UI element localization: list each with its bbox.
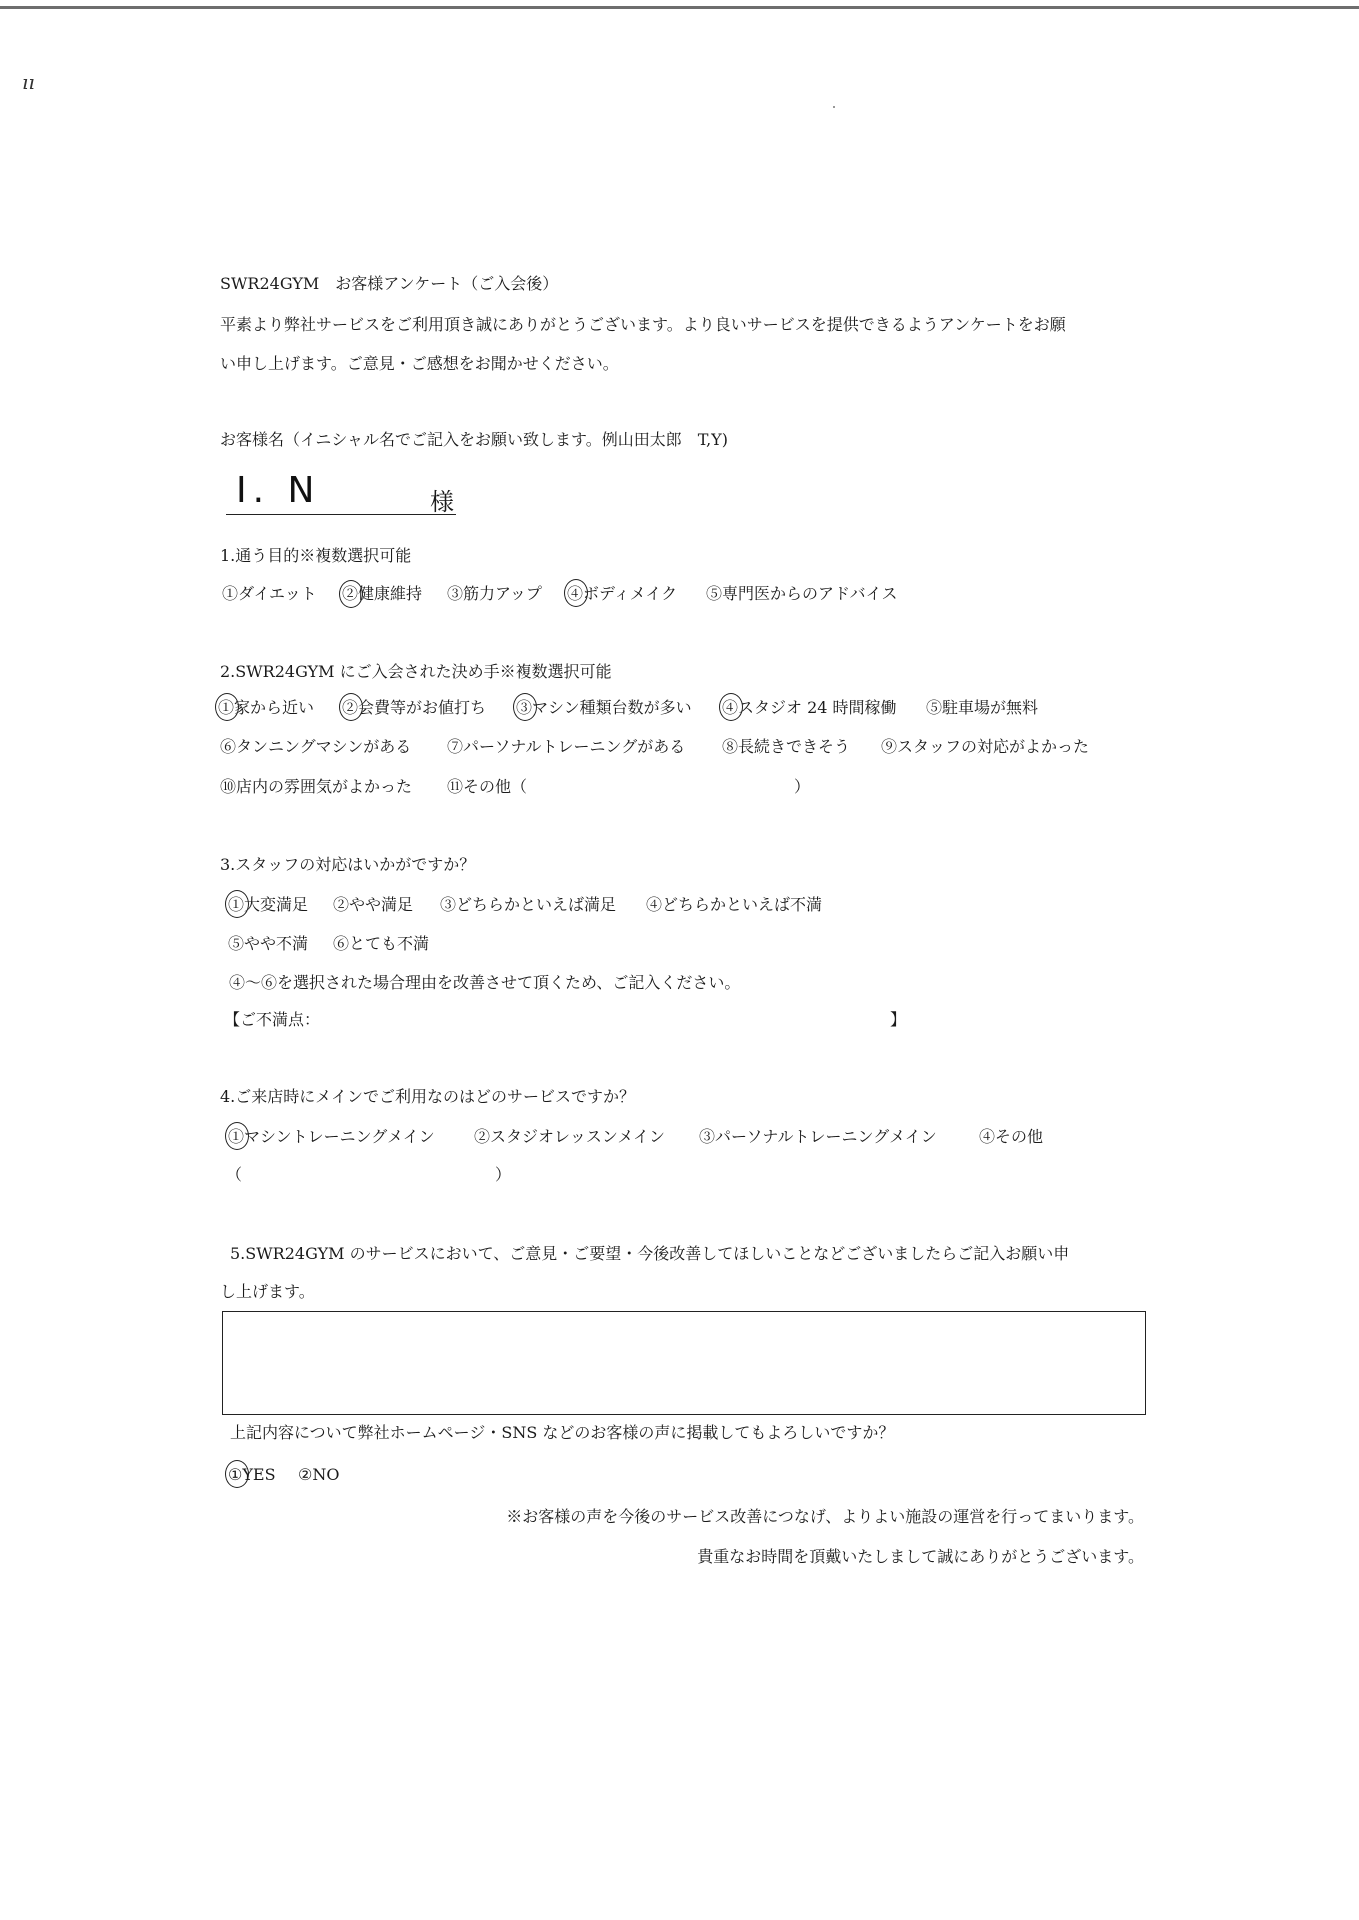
- q3-option-5[interactable]: ⑤やや不満: [228, 934, 309, 953]
- publish-option-yes[interactable]: ①YES: [228, 1465, 276, 1484]
- q4-option-2[interactable]: ②スタジオレッスンメイン: [474, 1127, 666, 1146]
- q2-other-close: ）: [794, 777, 811, 796]
- name-suffix: 様: [430, 488, 454, 516]
- q2-option-10[interactable]: ⑩店内の雰囲気がよかった: [220, 777, 413, 796]
- q1-selected-2-mark: [339, 580, 363, 608]
- stray-mark: ıı: [22, 70, 35, 94]
- footer-note: ※お客様の声を今後のサービス改善につなげ、よりよい施設の運営を行ってまいります。: [506, 1507, 1144, 1526]
- scan-speck: [833, 106, 835, 108]
- q5-answer-box[interactable]: [222, 1311, 1146, 1415]
- q3-option-2[interactable]: ②やや満足: [333, 895, 414, 914]
- q3-selected-1-mark: [225, 890, 249, 918]
- q4-option-4[interactable]: ④その他: [979, 1127, 1044, 1146]
- q1-question: 1.通う目的※複数選択可能: [220, 546, 412, 565]
- intro-line-1: 平素より弊社サービスをご利用頂き誠にありがとうございます。より良いサービスを提供できるようアンケートをお願: [220, 315, 1066, 334]
- q2-question: 2.SWR24GYM にご入会された決め手※複数選択可能: [220, 662, 612, 681]
- scan-edge: [0, 6, 1359, 9]
- q2-option-7[interactable]: ⑦パーソナルトレーニングがある: [447, 737, 686, 756]
- q5-question-line-1: 5.SWR24GYM のサービスにおいて、ご意見・ご要望・今後改善してほしいことなどございましたらご記入お願い申: [230, 1244, 1070, 1263]
- q1-option-4[interactable]: ④ボディメイク: [567, 584, 678, 603]
- q2-selected-3-mark: [513, 693, 537, 721]
- q1-option-2[interactable]: ②健康維持: [342, 584, 423, 603]
- q4-selected-1-mark: [225, 1122, 249, 1150]
- q2-option-3[interactable]: ③マシン種類台数が多い: [516, 698, 692, 717]
- q4-question: 4.ご来店時にメインでご利用なのはどのサービスですか？: [220, 1087, 635, 1106]
- publish-option-no[interactable]: ②NO: [298, 1465, 340, 1484]
- q2-option-1[interactable]: ①家から近い: [218, 698, 315, 717]
- q2-option-6[interactable]: ⑥タンニングマシンがある: [220, 737, 412, 756]
- name-field[interactable]: [226, 470, 456, 516]
- q1-selected-4-mark: [564, 579, 588, 607]
- publish-selected-yes-mark: [225, 1460, 249, 1488]
- q2-selected-1-mark: [215, 693, 239, 721]
- q2-option-5[interactable]: ⑤駐車場が無料: [926, 698, 1039, 717]
- q3-option-4[interactable]: ④どちらかといえば不満: [646, 895, 823, 914]
- q5-question-line-2: し上げます。: [220, 1282, 315, 1301]
- q3-note: ④～⑥を選択された場合理由を改善させて頂くため、ご記入ください。: [229, 973, 741, 992]
- q3-option-6[interactable]: ⑥とても不満: [333, 934, 430, 953]
- q3-complaint-open[interactable]: 【ご不満点：: [224, 1010, 321, 1029]
- footer-thanks: 貴重なお時間を頂戴いたしまして誠にありがとうございます。: [697, 1547, 1144, 1566]
- intro-line-2: い申し上げます。ご意見・ご感想をお聞かせください。: [220, 354, 619, 373]
- survey-title: SWR24GYM お客様アンケート（ご入会後）: [220, 274, 559, 293]
- q1-option-3[interactable]: ③筋力アップ: [447, 584, 542, 603]
- name-value: I. N: [236, 470, 321, 511]
- q2-option-9[interactable]: ⑨スタッフの対応がよかった: [881, 737, 1090, 756]
- q3-complaint-close: 】: [890, 1010, 907, 1029]
- q3-option-3[interactable]: ③どちらかといえば満足: [440, 895, 617, 914]
- q3-option-1[interactable]: ①大変満足: [228, 895, 309, 914]
- q2-option-8[interactable]: ⑧長続きできそう: [722, 737, 851, 756]
- q2-selected-4-mark: [719, 693, 743, 721]
- q3-question: 3.スタッフの対応はいかがですか？: [220, 855, 476, 874]
- q1-option-5[interactable]: ⑤専門医からのアドバイス: [706, 584, 898, 603]
- q2-option-4[interactable]: ④スタジオ 24 時間稼働: [722, 698, 897, 717]
- name-label: お客様名（イニシャル名でご記入をお願い致します。例山田太郎 T,Y): [220, 430, 728, 449]
- q2-selected-2-mark: [339, 693, 363, 721]
- q4-option-1[interactable]: ①マシントレーニングメイン: [228, 1127, 435, 1146]
- q4-option-3[interactable]: ③パーソナルトレーニングメイン: [699, 1127, 937, 1146]
- q2-option-11[interactable]: ⑪その他（: [447, 777, 528, 796]
- publish-question: 上記内容について弊社ホームページ・SNS などのお客様の声に掲載してもよろしいですか？: [230, 1423, 895, 1442]
- q4-other-close: ）: [495, 1165, 512, 1184]
- q4-other-open[interactable]: （: [226, 1165, 243, 1184]
- q1-option-1[interactable]: ①ダイエット: [222, 584, 317, 603]
- q2-option-2[interactable]: ②会費等がお値打ち: [342, 698, 487, 717]
